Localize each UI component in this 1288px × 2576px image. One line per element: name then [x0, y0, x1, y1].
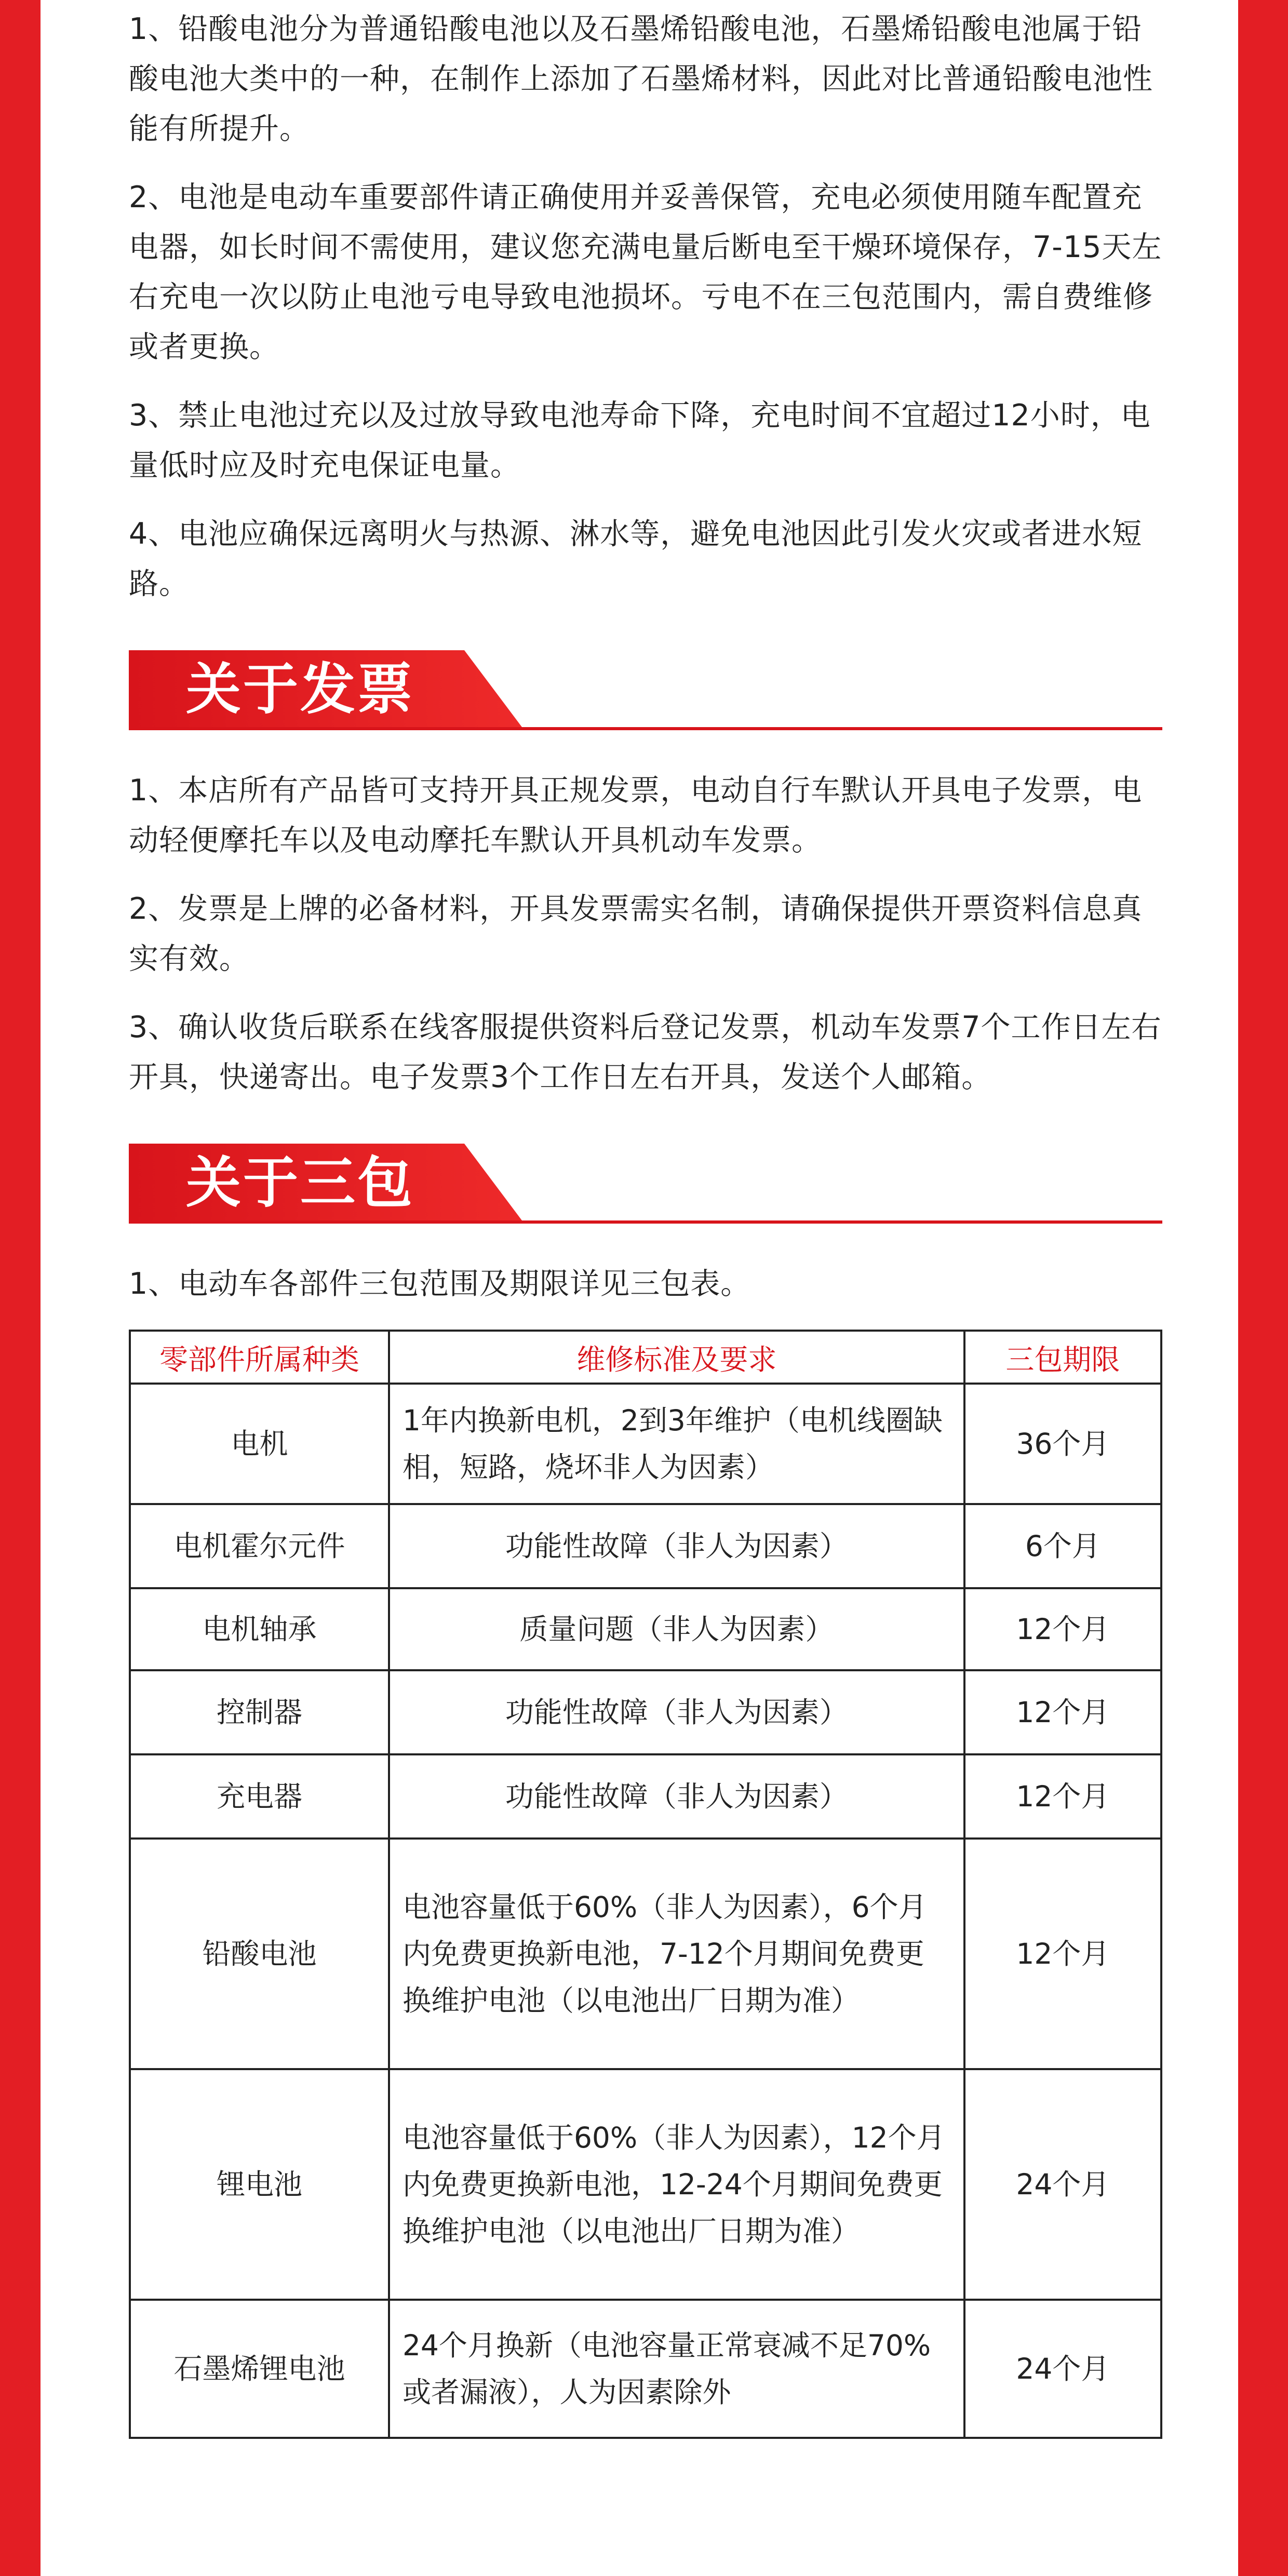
part-cell: 铅酸电池 [130, 1839, 389, 2069]
table-row [130, 1670, 1161, 1754]
warranty-heading [129, 1144, 1162, 1227]
standard-cell: 电池容量低于60%（非人为因素），6个月内免费更换新电池，7-12个月期间免费更换维护电池（以电池出厂日期为准） [389, 1839, 964, 2069]
invoice-heading-title: 关于发票 [186, 658, 414, 721]
period-cell: 12个月 [964, 1839, 1161, 2069]
invoice-note: 3、确认收货后联系在线客服提供资料后登记发票，机动车发票7个工作日左右开具，快递寄出。电子发票3个工作日左右开具，发送个人邮箱。 [129, 1010, 1162, 1094]
part-cell: 电机 [130, 1384, 389, 1504]
table-row [130, 1754, 1161, 1839]
table-row [130, 2300, 1161, 2438]
table-row [130, 1839, 1161, 2069]
standard-cell: 1年内换新电机，2到3年维护（电机线圈缺相，短路，烧坏非人为因素） [389, 1384, 964, 1504]
battery-note: 3、禁止电池过充以及过放导致电池寿命下降，充电时间不宜超过12小时，电量低时应及时充电保证电量。 [129, 398, 1151, 482]
period-cell: 12个月 [964, 1754, 1161, 1839]
part-cell: 电机轴承 [130, 1588, 389, 1670]
table-row [130, 2069, 1161, 2300]
page-panel [41, 0, 1238, 2576]
heading-underline [129, 1220, 1162, 1224]
part-cell: 控制器 [130, 1670, 389, 1754]
table-row [130, 1504, 1161, 1588]
battery-note: 1、铅酸电池分为普通铅酸电池以及石墨烯铅酸电池，石墨烯铅酸电池属于铅酸电池大类中的一种，在制作上添加了石墨烯材料，因此对比普通铅酸电池性能有所提升。 [129, 12, 1153, 146]
period-cell: 24个月 [964, 2069, 1161, 2300]
warranty-table-body [130, 1384, 1161, 2438]
period-cell: 6个月 [964, 1504, 1161, 1588]
table-row [130, 1588, 1161, 1670]
part-cell: 电机霍尔元件 [130, 1504, 389, 1588]
table-row [130, 1384, 1161, 1504]
heading-underline [129, 727, 1162, 730]
period-cell: 24个月 [964, 2300, 1161, 2438]
battery-notes-section [129, 0, 1162, 609]
period-cell: 36个月 [964, 1384, 1161, 1504]
warranty-heading-title: 关于三包 [186, 1151, 414, 1215]
warranty-intro: 1、电动车各部件三包范围及期限详见三包表。 [129, 1267, 751, 1301]
standard-cell: 功能性故障（非人为因素） [389, 1670, 964, 1754]
invoice-notes-section [129, 766, 1162, 1102]
part-cell: 锂电池 [130, 2069, 389, 2300]
table-header-row [130, 1331, 1161, 1384]
battery-note: 4、电池应确保远离明火与热源、淋水等，避免电池因此引发火灾或者进水短路。 [129, 517, 1143, 601]
invoice-note: 1、本店所有产品皆可支持开具正规发票，电动自行车默认开具电子发票，电动轻便摩托车以及电动摩托车默认开具机动车发票。 [129, 773, 1143, 857]
standard-cell: 24个月换新（电池容量正常衰减不足70%或者漏液），人为因素除外 [389, 2300, 964, 2438]
part-cell: 石墨烯锂电池 [130, 2300, 389, 2438]
period-cell: 12个月 [964, 1588, 1161, 1670]
standard-cell: 质量问题（非人为因素） [389, 1588, 964, 1670]
standard-cell: 功能性故障（非人为因素） [389, 1504, 964, 1588]
invoice-note: 2、发票是上牌的必备材料，开具发票需实名制，请确保提供开票资料信息真实有效。 [129, 892, 1143, 976]
part-cell: 充电器 [130, 1754, 389, 1839]
content-column [129, 0, 1162, 2439]
battery-note: 2、电池是电动车重要部件请正确使用并妥善保管，充电必须使用随车配置充电器，如长时间不需使用，建议您充满电量后断电至干燥环境保存，7-15天左右充电一次以防止电池亏电导致电池损坏。亏电不在三包范围内，需自费维修或者更换。 [129, 180, 1162, 364]
column-header-period: 三包期限 [964, 1331, 1161, 1384]
standard-cell: 功能性故障（非人为因素） [389, 1754, 964, 1839]
column-header-standard: 维修标准及要求 [389, 1331, 964, 1384]
warranty-table [129, 1330, 1162, 2439]
column-header-part: 零部件所属种类 [130, 1331, 389, 1384]
period-cell: 12个月 [964, 1670, 1161, 1754]
standard-cell: 电池容量低于60%（非人为因素），12个月内免费更换新电池，12-24个月期间免费更换维护电池（以电池出厂日期为准） [389, 2069, 964, 2300]
invoice-heading [129, 650, 1162, 733]
